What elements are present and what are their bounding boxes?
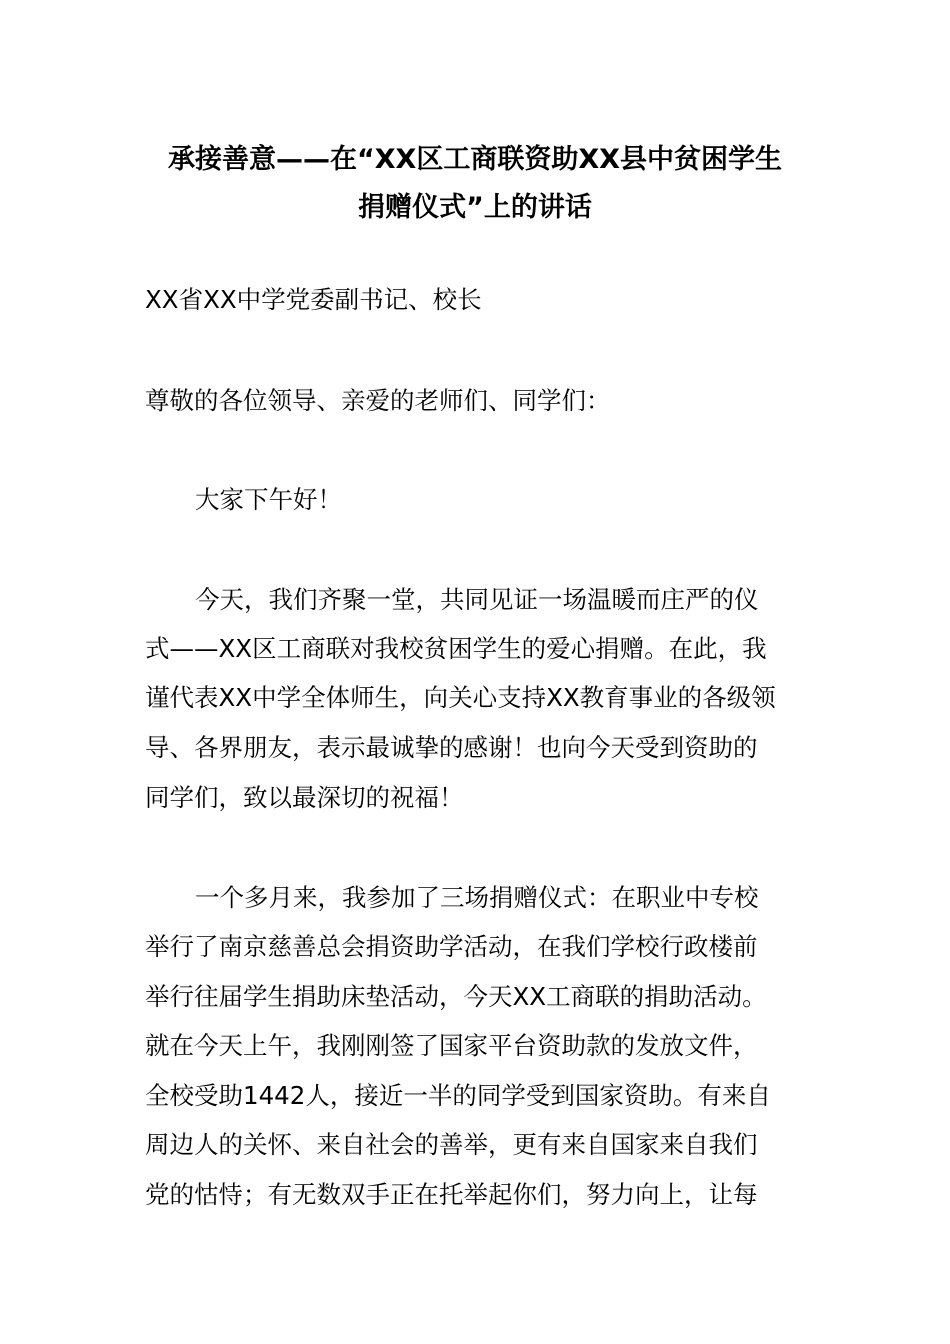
paragraph1-line-5: 同学们，致以最深切的祝福！: [145, 783, 464, 812]
paragraph2-line-2: 举行了南京慈善总会捐资助学活动，在我们学校行政楼前: [145, 932, 758, 961]
paragraph2-line-1: 一个多月来，我参加了三场捐赠仪式：在职业中专校: [195, 883, 759, 912]
document-title-line-1: 承接善意——在“XX区工商联资助XX县中贫困学生: [167, 144, 782, 175]
paragraph1-line-2: 式——XX区工商联对我校贫困学生的爱心捐赠。在此，我: [145, 634, 767, 663]
paragraph2-line-5: 全校受助1442人，接近一半的同学受到国家资助。有来自: [145, 1081, 771, 1110]
paragraph2-line-3: 举行往届学生捐助床垫活动，今天XX工商联的捐助活动。: [145, 982, 767, 1011]
paragraph2-line-4: 就在今天上午，我刚刚签了国家平台资助款的发放文件，: [145, 1031, 758, 1060]
document-title-line-2: 捐赠仪式”上的讲话: [358, 192, 592, 223]
salutation: 尊敬的各位领导、亲爱的老师们、同学们：: [145, 386, 611, 415]
paragraph2-line-7: 党的怙恃；有无数双手正在托举起你们，努力向上，让每: [145, 1180, 758, 1209]
paragraph1-line-1: 今天，我们齐聚一堂，共同见证一场温暖而庄严的仪: [195, 585, 759, 614]
paragraph1-line-3: 谨代表XX中学全体师生，向关心支持XX教育事业的各级领: [145, 683, 776, 712]
greeting: 大家下午好！: [195, 485, 342, 514]
author-line: XX省XX中学党委副书记、校长: [145, 285, 482, 314]
paragraph2-line-6: 周边人的关怀、来自社会的善举，更有来自国家来自我们: [145, 1130, 758, 1159]
paragraph1-line-4: 导、各界朋友，表示最诚挚的感谢！也向今天受到资助的: [145, 733, 758, 762]
